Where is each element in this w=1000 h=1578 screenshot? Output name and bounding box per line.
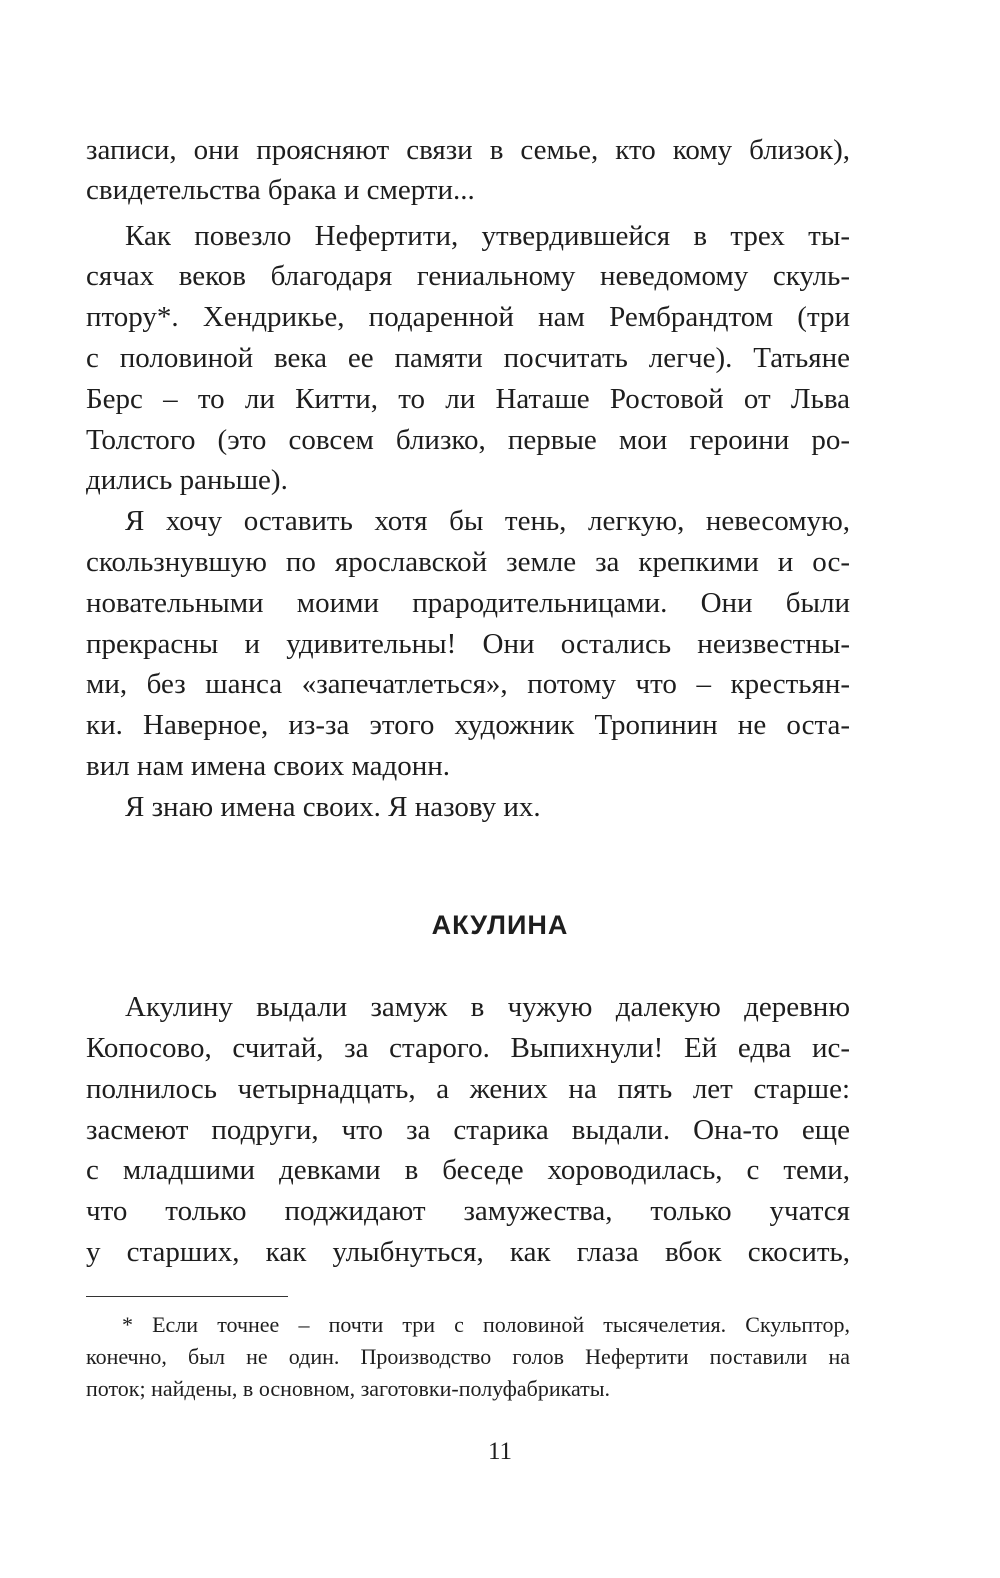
text-line: прекрасны и удивительны! Они остались неизвестны-: [86, 628, 850, 660]
text-line: с младшими девками в беседе хороводилась, с теми,: [86, 1154, 850, 1186]
text-line: ми, без шанса «запечатлеться», потому что – крестьян-: [86, 668, 850, 700]
text-line: Я хочу оставить хотя бы тень, легкую, невесомую,: [125, 505, 850, 537]
text-line: с половиной века ее памяти посчитать легче). Татьяне: [86, 342, 850, 374]
text-line: полнилось четырнадцать, а жених на пять лет старше:: [86, 1073, 850, 1105]
text-line: у старших, как улыбнуться, как глаза вбок скосить,: [86, 1236, 850, 1268]
text-line: Акулину выдали замуж в чужую далекую деревню: [125, 991, 850, 1023]
page-number: 11: [487, 1438, 513, 1465]
text-line: Копосово, считай, за старого. Выпихнули! Ей едва ис-: [86, 1032, 850, 1064]
text-line: свидетельства брака и смерти...: [86, 174, 475, 206]
footnote-line: * Если точнее – почти три с половиной тысячелетия. Скульптор,: [122, 1312, 850, 1337]
text-line: дились раньше).: [86, 464, 288, 496]
text-line: Берс – то ли Китти, то ли Наташе Ростовой от Льва: [86, 383, 850, 415]
text-line: сячах веков благодаря гениальному неведомому скуль-: [86, 260, 850, 292]
text-line: новательными моими прародительницами. Они были: [86, 587, 850, 619]
text-line: записи, они проясняют связи в семье, кто кому близок),: [86, 134, 850, 166]
text-line: скользнувшую по ярославской земле за крепкими и ос-: [86, 546, 850, 578]
footnote-line: поток; найдены, в основном, заготовки-полуфабрикаты.: [86, 1376, 611, 1401]
text-line: Как повезло Нефертити, утвердившейся в трех ты-: [125, 220, 850, 252]
chapter-title: АКУЛИНА: [431, 910, 569, 940]
text-line: засмеют подруги, что за старика выдали. Она-то еще: [86, 1114, 850, 1146]
footnote-line: конечно, был не один. Производство голов Нефертити поставили на: [86, 1344, 850, 1369]
text-line: ки. Наверное, из-за этого художник Тропинин не оста-: [86, 709, 850, 741]
text-line: вил нам имена своих мадонн.: [86, 750, 451, 782]
text-line: Я знаю имена своих. Я назову их.: [125, 791, 541, 823]
text-line: птору*. Хендрикье, подаренной нам Рембрандтом (три: [86, 301, 850, 333]
text-line: что только поджидают замужества, только учатся: [86, 1195, 850, 1227]
text-line: Толстого (это совсем близко, первые мои героини ро-: [86, 424, 850, 456]
footnote-rule: [86, 1296, 288, 1297]
